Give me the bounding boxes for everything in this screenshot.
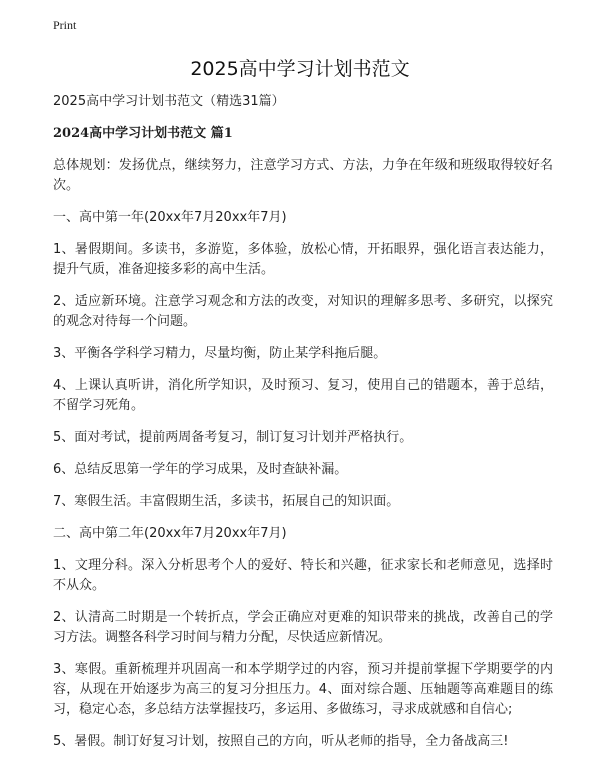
print-link[interactable]: Print	[53, 18, 77, 32]
paragraph: 3、寒假。重新梳理并巩固高一和本学期学过的内容，预习并提前掌握下学期要学的内容，从现在开始逐步为高三的复习分担压力。4、面对综合题、压轴题等高难题目的练习，稳定心态，多总结方法掌握技巧，多运用、多做练习，寻求成就感和自信心;	[53, 662, 553, 717]
document-subtitle: 2025高中学习计划书范文（精选31篇）	[53, 94, 285, 109]
paragraph: 6、总结反思第一学年的学习成果，及时查缺补漏。	[53, 462, 348, 477]
paragraph: 二、高中第二年(20xx年7月20xx年7月)	[53, 526, 287, 541]
paragraph: 2、认清高二时期是一个转折点，学会正确应对更难的知识带来的挑战，改善自己的学习方法。调整各科学习时间与精力分配，尽快适应新情况。	[53, 610, 553, 645]
paragraph: 5、面对考试，提前两周备考复习，制订复习计划并严格执行。	[53, 430, 413, 445]
paragraph: 2、适应新环境。注意学习观念和方法的改变，对知识的理解多思考、多研究，以探究的观念对待每一个问题。	[53, 294, 553, 329]
paragraph: 4、上课认真听讲，消化所学知识，及时预习、复习，使用自己的错题本，善于总结，不留学习死角。	[53, 378, 553, 413]
paragraph: 7、寒假生活。丰富假期生活，多读书，拓展自己的知识面。	[53, 494, 400, 509]
paragraph: 1、文理分科。深入分析思考个人的爱好、特长和兴趣，征求家长和老师意见，选择时不从众。	[53, 558, 553, 593]
paragraph: 1、暑假期间。多读书，多游览，多体验，放松心情，开拓眼界，强化语言表达能力，提升气质，准备迎接多彩的高中生活。	[53, 242, 553, 277]
paragraph: 一、高中第一年(20xx年7月20xx年7月)	[53, 210, 287, 225]
page-title: 2025高中学习计划书范文	[190, 58, 410, 80]
paragraph: 5、暑假。制订好复习计划，按照自己的方向，听从老师的指导，全力备战高三!	[53, 734, 509, 749]
paragraph: 总体规划：发扬优点，继续努力，注意学习方式、方法，力争在年级和班级取得较好名次。	[53, 158, 553, 193]
section-heading: 2024高中学习计划书范文 篇1	[53, 126, 233, 141]
paragraph: 3、平衡各学科学习精力，尽量均衡，防止某学科拖后腿。	[53, 346, 387, 361]
document-body	[53, 92, 553, 764]
